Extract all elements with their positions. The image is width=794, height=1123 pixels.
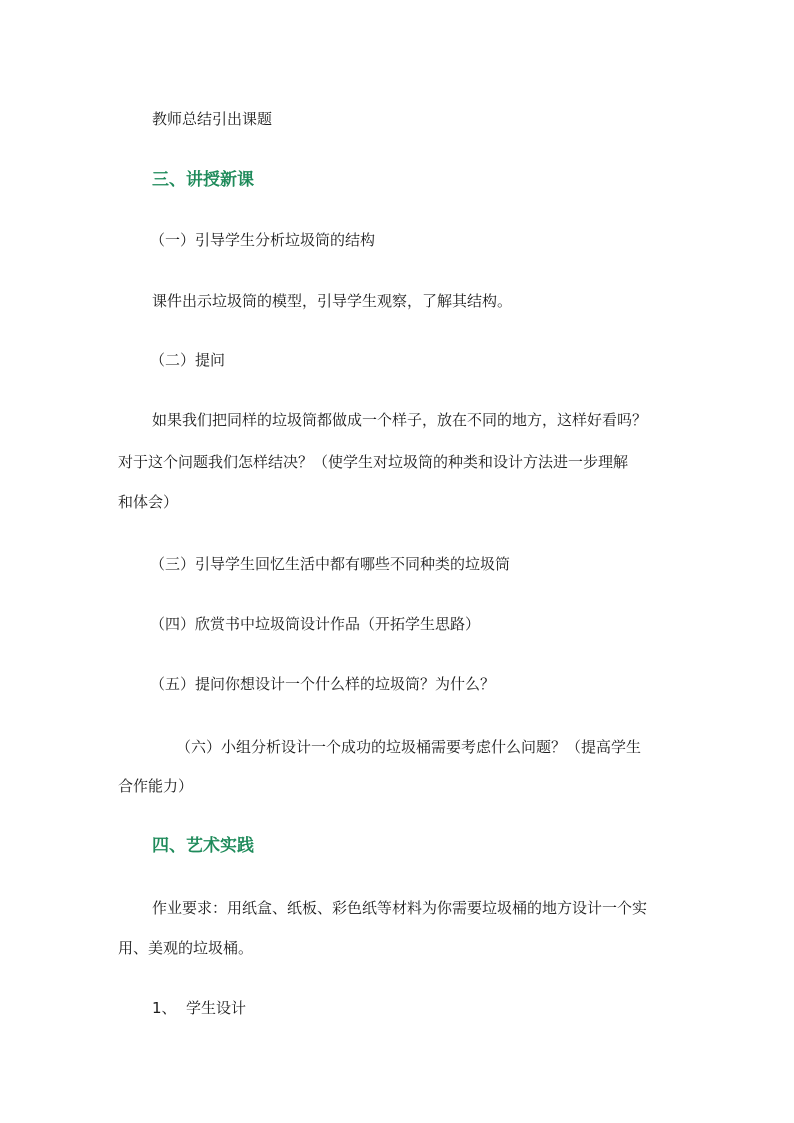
item-six-line-2: 合作能力） [118,777,194,795]
homework-line-2: 用、美观的垃圾桶。 [118,939,254,957]
intro-text: 教师总结引出课题 [152,110,273,128]
section-three-heading: 三、讲授新课 [152,170,254,190]
item-two-title: （二）提问 [150,351,226,369]
section-four-heading: 四、艺术实践 [152,836,254,856]
item-two-line-1: 如果我们把同样的垃圾筒都做成一个样子，放在不同的地方，这样好看吗？ [152,411,648,429]
list-item-number: 1、 [152,999,177,1017]
item-one-body: 课件出示垃圾筒的模型，引导学生观察，了解其结构。 [152,292,513,310]
item-one-title: （一）引导学生分析垃圾筒的结构 [150,231,376,249]
item-three: （三）引导学生回忆生活中都有哪些不同种类的垃圾筒 [150,555,511,573]
item-five: （五）提问你想设计一个什么样的垃圾筒？为什么？ [150,675,496,693]
list-item-text: 学生设计 [186,999,247,1017]
homework-line-1: 作业要求：用纸盒、纸板、彩色纸等材料为你需要垃圾桶的地方设计一个实 [152,899,648,917]
item-two-line-3: 和体会） [118,493,179,511]
item-two-line-2: 对于这个问题我们怎样结决？（使学生对垃圾筒的种类和设计方法进一步理解 [118,453,629,471]
item-six-line-1: （六）小组分析设计一个成功的垃圾桶需要考虑什么问题？（提高学生 [176,738,642,756]
item-four: （四）欣赏书中垃圾筒设计作品（开拓学生思路） [150,615,481,633]
